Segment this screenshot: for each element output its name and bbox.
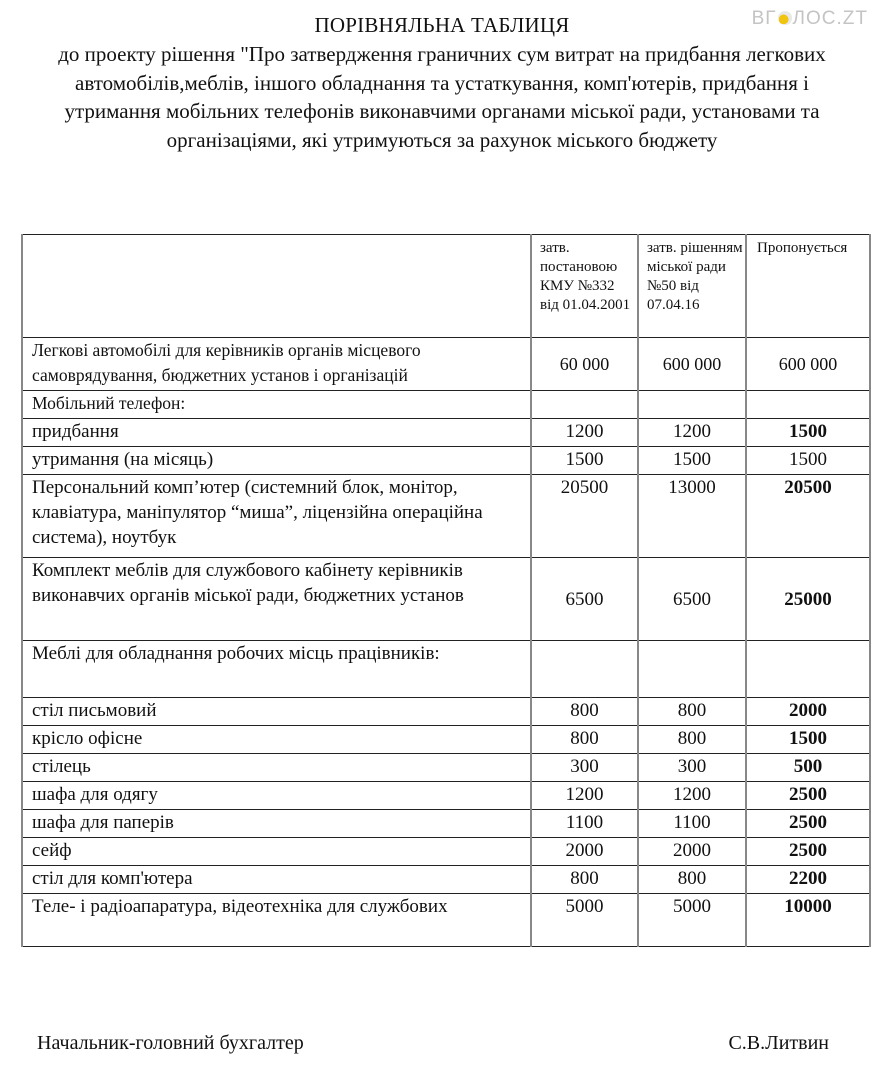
cell-proposed: 600 000	[746, 338, 870, 391]
row-label: шафа для паперів	[22, 810, 531, 838]
cell-proposed	[746, 391, 870, 419]
cell-council	[638, 641, 746, 698]
cell-council: 800	[638, 866, 746, 894]
cell-council: 2000	[638, 838, 746, 866]
row-label: Меблі для обладнання робочих місць працівників:	[22, 641, 531, 698]
cell-council: 1200	[638, 419, 746, 447]
signatory-name: С.В.Литвин	[728, 1032, 829, 1054]
cell-proposed: 20500	[746, 475, 870, 558]
table-row	[22, 475, 870, 558]
cell-proposed: 10000	[746, 894, 870, 947]
cell-kmu: 1200	[531, 419, 638, 447]
row-label: Комплект меблів для службового кабінету керівників виконавчих органів міської ради, бюджетних установ	[22, 558, 531, 641]
table-header-row	[22, 235, 870, 338]
cell-proposed: 1500	[746, 447, 870, 475]
cell-council: 600 000	[638, 338, 746, 391]
header-kmu: затв. постановою КМУ №332 від 01.04.2001	[531, 235, 638, 338]
cell-council: 800	[638, 726, 746, 754]
cell-council: 300	[638, 754, 746, 782]
row-label: шафа для одягу	[22, 782, 531, 810]
watermark-text-suffix: ЛОС.ZT	[792, 8, 868, 29]
cell-kmu: 1500	[531, 447, 638, 475]
row-label: стілець	[22, 754, 531, 782]
table-row	[22, 419, 870, 447]
cell-kmu	[531, 641, 638, 698]
row-label: стіл для комп'ютера	[22, 866, 531, 894]
signatory-position: Начальник-головний бухгалтер	[37, 1032, 304, 1054]
row-label: Легкові автомобілі для керівників органів місцевого самоврядування, бюджетних установ і організацій	[22, 338, 531, 391]
cell-proposed	[746, 641, 870, 698]
cell-kmu: 1200	[531, 782, 638, 810]
row-label: сейф	[22, 838, 531, 866]
row-label: Теле- і радіоапаратура, відеотехніка для службових	[22, 894, 531, 947]
cell-kmu: 800	[531, 698, 638, 726]
cell-proposed: 2500	[746, 838, 870, 866]
row-label: стіл письмовий	[22, 698, 531, 726]
cell-proposed: 1500	[746, 419, 870, 447]
row-label: Мобільний телефон:	[22, 391, 531, 419]
table-row	[22, 894, 870, 947]
document-title: ПОРІВНЯЛЬНА ТАБЛИЦЯ	[314, 13, 570, 37]
header-proposed: Пропонується	[746, 235, 870, 338]
cell-council: 1200	[638, 782, 746, 810]
cell-kmu: 5000	[531, 894, 638, 947]
table-row	[22, 447, 870, 475]
cell-kmu: 20500	[531, 475, 638, 558]
row-label: крісло офісне	[22, 726, 531, 754]
cell-kmu: 800	[531, 866, 638, 894]
cell-council: 13000	[638, 475, 746, 558]
cell-kmu: 2000	[531, 838, 638, 866]
document-header	[0, 10, 884, 154]
table-row	[22, 698, 870, 726]
cell-kmu: 800	[531, 726, 638, 754]
cell-proposed: 2000	[746, 698, 870, 726]
row-label: придбання	[22, 419, 531, 447]
cell-proposed: 2500	[746, 782, 870, 810]
cell-kmu: 300	[531, 754, 638, 782]
document-subtitle: до проекту рішення "Про затвердження граничних сум витрат на придбання легкових автомобілів,меблів, іншого обладнання та устаткування, комп'ютерів, придбання і утримання мобільних телефонів виконавчими органами міської ради, установами та організаціями, які утримуються за рахунок міського бюджету	[58, 42, 826, 152]
cell-kmu: 1100	[531, 810, 638, 838]
cell-council: 1500	[638, 447, 746, 475]
table-row	[22, 782, 870, 810]
table-row	[22, 338, 870, 391]
cell-proposed: 1500	[746, 726, 870, 754]
table-row	[22, 754, 870, 782]
cell-council: 1100	[638, 810, 746, 838]
cell-proposed: 2500	[746, 810, 870, 838]
table-row	[22, 810, 870, 838]
table-row	[22, 866, 870, 894]
cell-proposed: 2200	[746, 866, 870, 894]
row-label: Персональний комп’ютер (системний блок, монітор, клавіатура, маніпулятор “миша”, ліцензійна операційна система), ноутбук	[22, 475, 531, 558]
row-label: утримання (на місяць)	[22, 447, 531, 475]
cell-kmu: 6500	[531, 558, 638, 641]
cell-council: 5000	[638, 894, 746, 947]
table-row	[22, 641, 870, 698]
header-council: затв. рішенням міської ради №50 від 07.04.16	[638, 235, 746, 338]
cell-kmu	[531, 391, 638, 419]
table-row	[22, 726, 870, 754]
header-item	[22, 235, 531, 338]
watermark-text-prefix: ВГ	[751, 8, 777, 29]
cell-kmu: 60 000	[531, 338, 638, 391]
cell-council: 6500	[638, 558, 746, 641]
table-row	[22, 838, 870, 866]
comparison-table	[21, 234, 871, 947]
cell-council	[638, 391, 746, 419]
cell-proposed: 500	[746, 754, 870, 782]
table-row	[22, 558, 870, 641]
cell-council: 800	[638, 698, 746, 726]
table-row	[22, 391, 870, 419]
cell-proposed: 25000	[746, 558, 870, 641]
